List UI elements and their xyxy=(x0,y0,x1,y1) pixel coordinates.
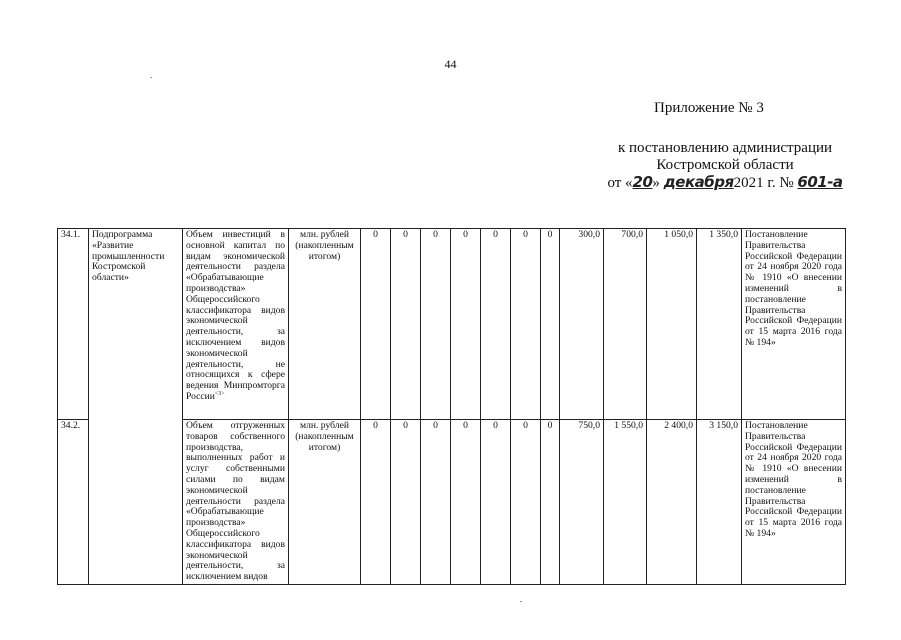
program-name xyxy=(89,420,183,585)
table-row xyxy=(58,420,846,585)
indicator-name xyxy=(183,420,289,585)
program-name: Подпрограмма «Развитие промышленности Костромской области» xyxy=(89,229,183,420)
value-cell: 3 150,0 xyxy=(697,420,742,585)
row-number: 34.1. xyxy=(58,229,89,420)
unit: млн. рублей (накопленным итогом) xyxy=(289,420,361,585)
indicator-name xyxy=(183,229,289,420)
source-document: Постановление Правительства Российской Федерации от 24 ноября 2020 года № 1910 «О внесении изменений в постановление Правительства Российской Федерации от 15 марта 2016 года № 194» xyxy=(742,229,846,420)
value-cell: 700,0 xyxy=(604,229,647,420)
value-cell: 1 350,0 xyxy=(697,229,742,420)
value-cell: 0 xyxy=(421,420,451,585)
value-cell: 0 xyxy=(451,229,481,420)
value-cell: 0 xyxy=(511,420,541,585)
handwritten-day: 20 xyxy=(632,173,653,191)
handwritten-month: декабря xyxy=(663,173,734,191)
value-cell: 0 xyxy=(451,420,481,585)
value-cell: 0 xyxy=(481,420,511,585)
date-year: 2021 г. № xyxy=(733,175,794,191)
value-cell: 0 xyxy=(541,229,560,420)
value-cell: 0 xyxy=(361,420,391,585)
unit: млн. рублей (накопленным итогом) xyxy=(289,229,361,420)
value-cell: 0 xyxy=(421,229,451,420)
value-cell: 0 xyxy=(481,229,511,420)
scan-speck xyxy=(150,77,152,78)
decree-reference xyxy=(595,140,855,192)
decree-date-line xyxy=(595,174,855,192)
row-number: 34.2. xyxy=(58,420,89,585)
decree-line-2: Костромской области xyxy=(656,157,794,173)
value-cell: 1 050,0 xyxy=(647,229,697,420)
value-cell: 300,0 xyxy=(560,229,604,420)
value-cell: 0 xyxy=(541,420,560,585)
value-cell: 0 xyxy=(391,229,421,420)
value-cell: 0 xyxy=(361,229,391,420)
indicators-table xyxy=(57,228,846,585)
scan-speck xyxy=(520,601,522,602)
handwritten-number: 601-а xyxy=(797,173,843,191)
date-prefix: от « xyxy=(607,175,633,191)
appendix-title: Приложение № 3 xyxy=(654,100,764,116)
value-cell: 0 xyxy=(511,229,541,420)
page-number: 44 xyxy=(444,57,457,71)
value-cell: 750,0 xyxy=(560,420,604,585)
indicator-text: Объем отгруженных товаров собственного производства, выполненных работ и услуг собственными силами по видам экономической деятельности раздела «Обрабатывающие производства» Общероссийского классификатора видов экономической деятельности, за исключением видов xyxy=(186,420,285,583)
table-row xyxy=(58,229,846,420)
source-document: Постановление Правительства Российской Федерации от 24 ноября 2020 года № 1910 «О внесении изменений в постановление Правительства Российской Федерации от 15 марта 2016 года № 194» xyxy=(742,420,846,585)
value-cell: 2 400,0 xyxy=(647,420,697,585)
value-cell: 1 550,0 xyxy=(604,420,647,585)
value-cell: 0 xyxy=(391,420,421,585)
date-mid: » xyxy=(652,175,660,191)
decree-line-1: к постановлению администрации xyxy=(617,140,833,156)
footnote-mark: <3> xyxy=(214,390,225,397)
indicator-text: Объем инвестиций в основной капитал по видам экономической деятельности раздела «Обрабатывающие производства» Общероссийского классификатора видов экономической деятельности, за исключением видов экономической деятельности, не относящихся к сфере ведения Минпромторга России xyxy=(186,229,285,402)
